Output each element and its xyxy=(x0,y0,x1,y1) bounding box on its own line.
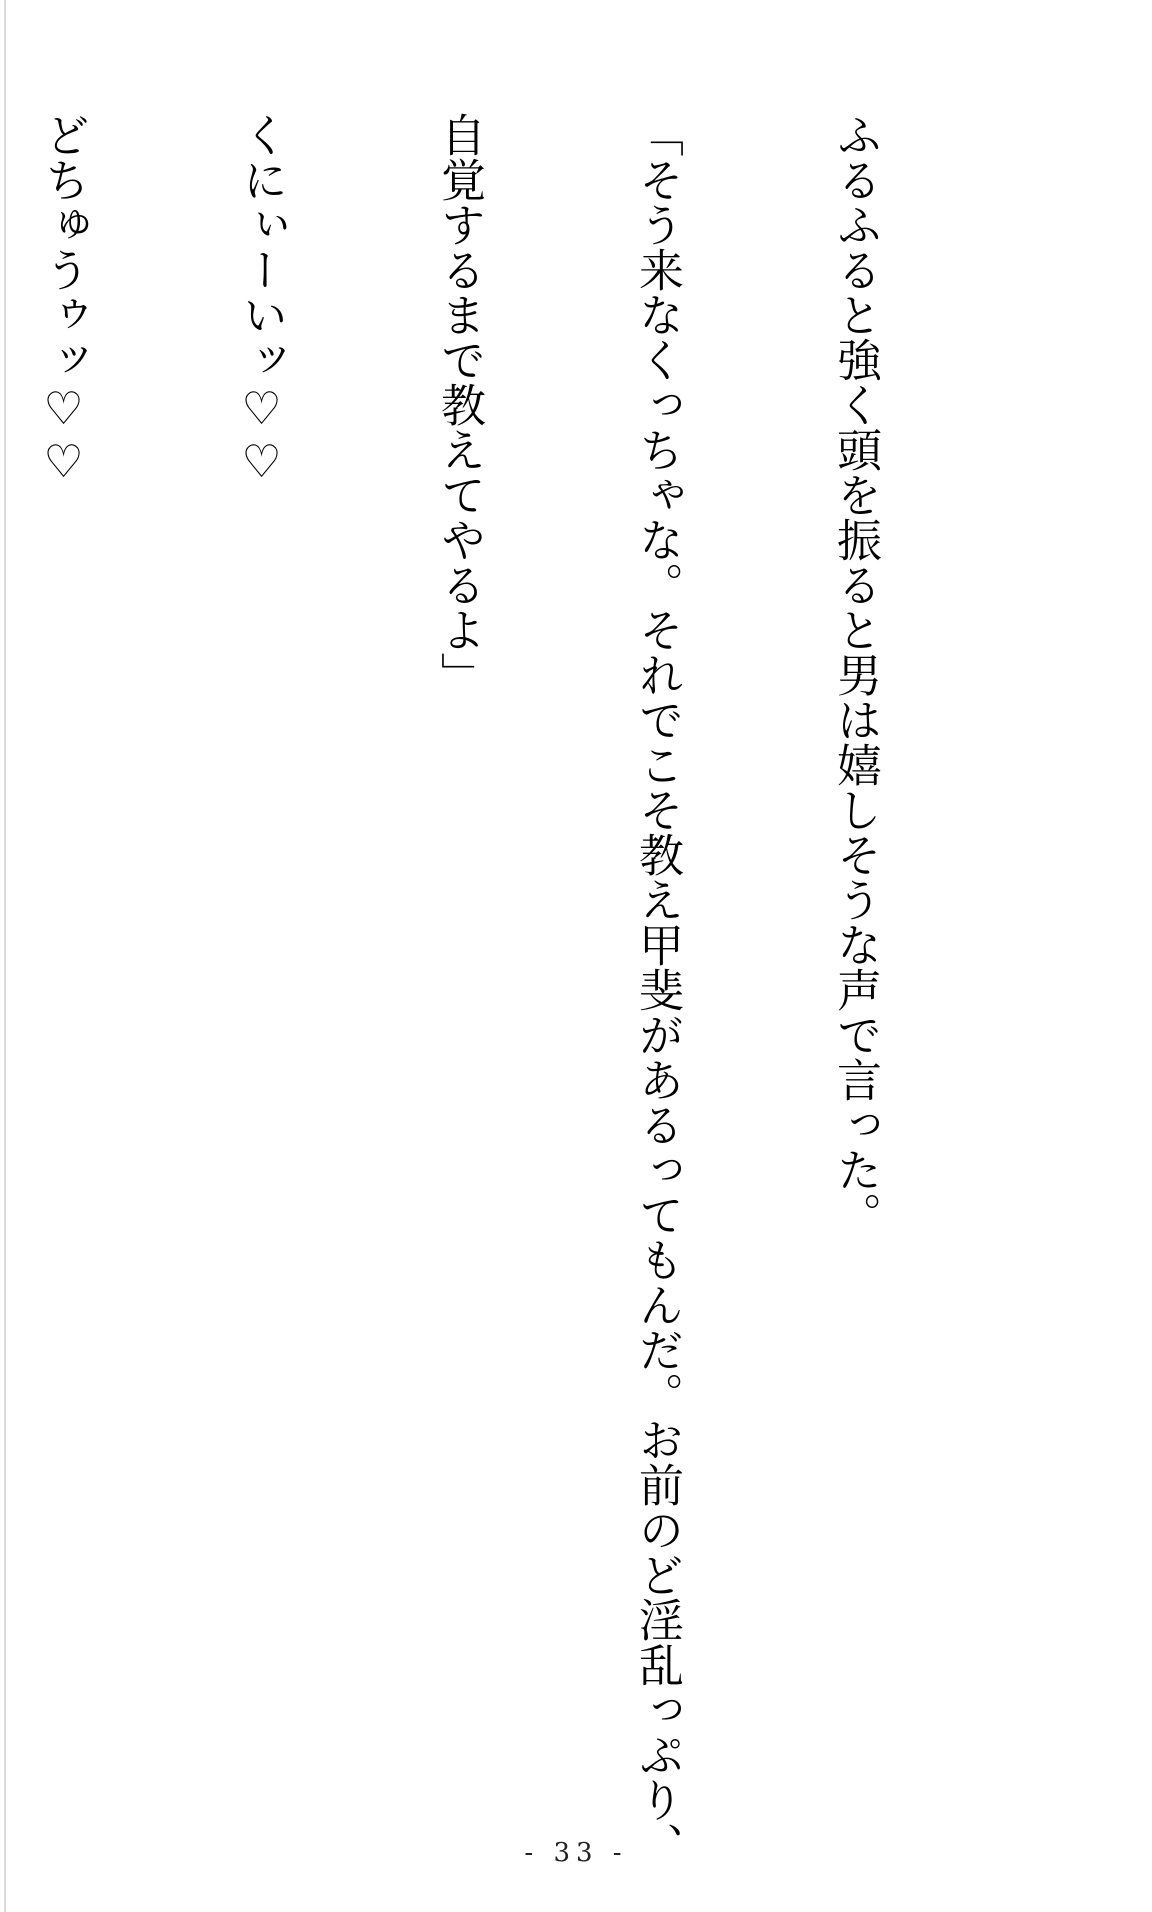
text-line: くにぃーいッ♡♡ xyxy=(235,112,288,488)
text-line: どちゅうゥッ♡♡ xyxy=(37,112,90,488)
text-line: 自覚するまで教えてやるよ」 xyxy=(433,112,486,697)
text-line: ふるふると強く頭を振ると男は嬉しそうな声で言った。 xyxy=(829,112,882,1237)
text-line: 「そう来なくっちゃな。それでこそ教え甲斐があるってもんだ。お前のど淫乱っぷり、 xyxy=(631,112,684,1867)
page-number: - 33 - xyxy=(524,1838,628,1868)
